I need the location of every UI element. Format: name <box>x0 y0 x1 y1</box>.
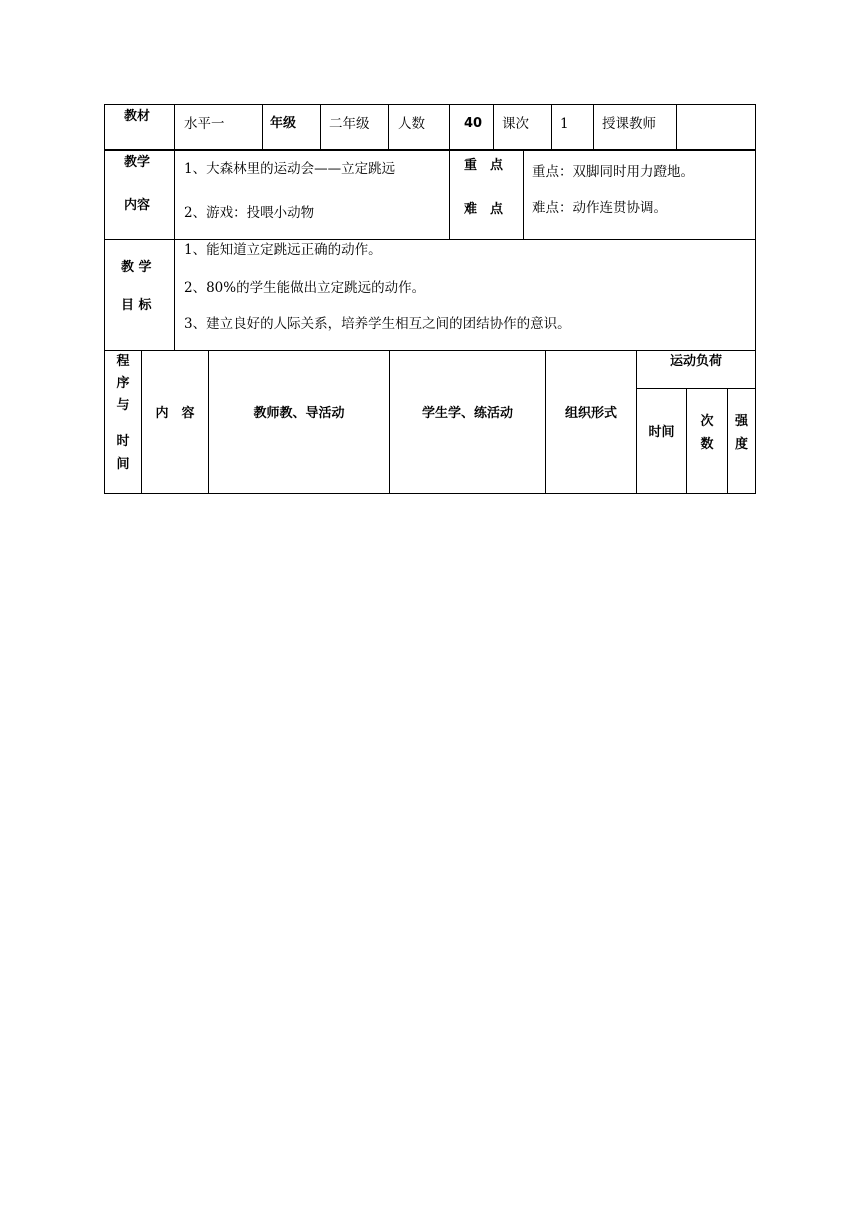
teacher-label: 授课教师 <box>602 116 656 132</box>
material-value: 水平一 <box>184 116 225 132</box>
student-activity-header: 学生学、练活动 <box>421 406 513 421</box>
table-border <box>262 104 263 150</box>
objective-item-3: 3、建立良好的人际关系，培养学生相互之间的团结协作的意识。 <box>184 316 571 332</box>
table-border <box>676 104 677 150</box>
table-border <box>545 351 546 494</box>
table-border <box>141 351 142 494</box>
table-border <box>104 239 756 240</box>
content-item-2: 2、游戏：投喂小动物 <box>184 205 315 221</box>
material-label: 教材 <box>124 109 151 124</box>
table-border <box>104 350 756 351</box>
content-column-header: 内 容 <box>155 406 195 421</box>
lesson-value: 1 <box>560 116 569 132</box>
table-border <box>636 388 756 389</box>
table-border <box>174 150 175 240</box>
difficulty-text: 难点：动作连贯协调。 <box>532 200 667 216</box>
times-header-char: 次 <box>700 414 714 429</box>
procedure-char: 序 <box>116 376 130 391</box>
content-label-line2: 内容 <box>124 198 151 213</box>
table-border <box>593 104 594 150</box>
key-point-text: 重点：双脚同时用力蹬地。 <box>532 164 694 180</box>
table-border <box>104 149 756 151</box>
key-point-label: 重 点 <box>464 158 504 173</box>
table-border <box>389 351 390 494</box>
table-border <box>388 104 389 150</box>
table-border <box>755 104 756 494</box>
table-border <box>551 104 552 150</box>
organization-header: 组织形式 <box>564 406 617 421</box>
procedure-char: 程 <box>116 354 130 369</box>
table-border <box>174 240 175 351</box>
objective-item-2: 2、80%的学生能做出立定跳远的动作。 <box>184 280 426 296</box>
procedure-char: 与 <box>116 398 130 413</box>
table-border <box>104 104 756 105</box>
table-border <box>320 104 321 150</box>
table-border <box>449 150 450 240</box>
content-label-line1: 教学 <box>124 155 151 170</box>
teacher-activity-header: 教师教、导活动 <box>253 406 345 421</box>
procedure-char: 时 <box>116 434 130 449</box>
content-item-1: 1、大森林里的运动会——立定跳远 <box>184 161 396 177</box>
time-header: 时间 <box>648 425 675 440</box>
intensity-header-char: 强 <box>734 414 748 429</box>
lesson-label: 课次 <box>502 116 529 132</box>
difficulty-label: 难 点 <box>464 202 504 217</box>
objectives-label-line2: 目 标 <box>121 298 152 313</box>
count-value: 40 <box>464 116 483 131</box>
objective-item-1: 1、能知道立定跳远正确的动作。 <box>184 242 382 258</box>
load-header: 运动负荷 <box>669 354 722 369</box>
table-border <box>104 493 756 494</box>
table-border <box>208 351 209 494</box>
count-label: 人数 <box>398 116 425 132</box>
table-border <box>636 351 637 494</box>
table-border <box>523 150 524 240</box>
grade-label: 年级 <box>270 116 297 131</box>
procedure-char: 间 <box>116 457 130 472</box>
objectives-label-line1: 教 学 <box>121 260 152 275</box>
times-header-char: 数 <box>700 437 714 452</box>
table-border <box>174 104 175 150</box>
table-border <box>493 104 494 150</box>
table-border <box>449 104 450 150</box>
intensity-header-char: 度 <box>734 437 748 452</box>
grade-value: 二年级 <box>329 116 370 132</box>
